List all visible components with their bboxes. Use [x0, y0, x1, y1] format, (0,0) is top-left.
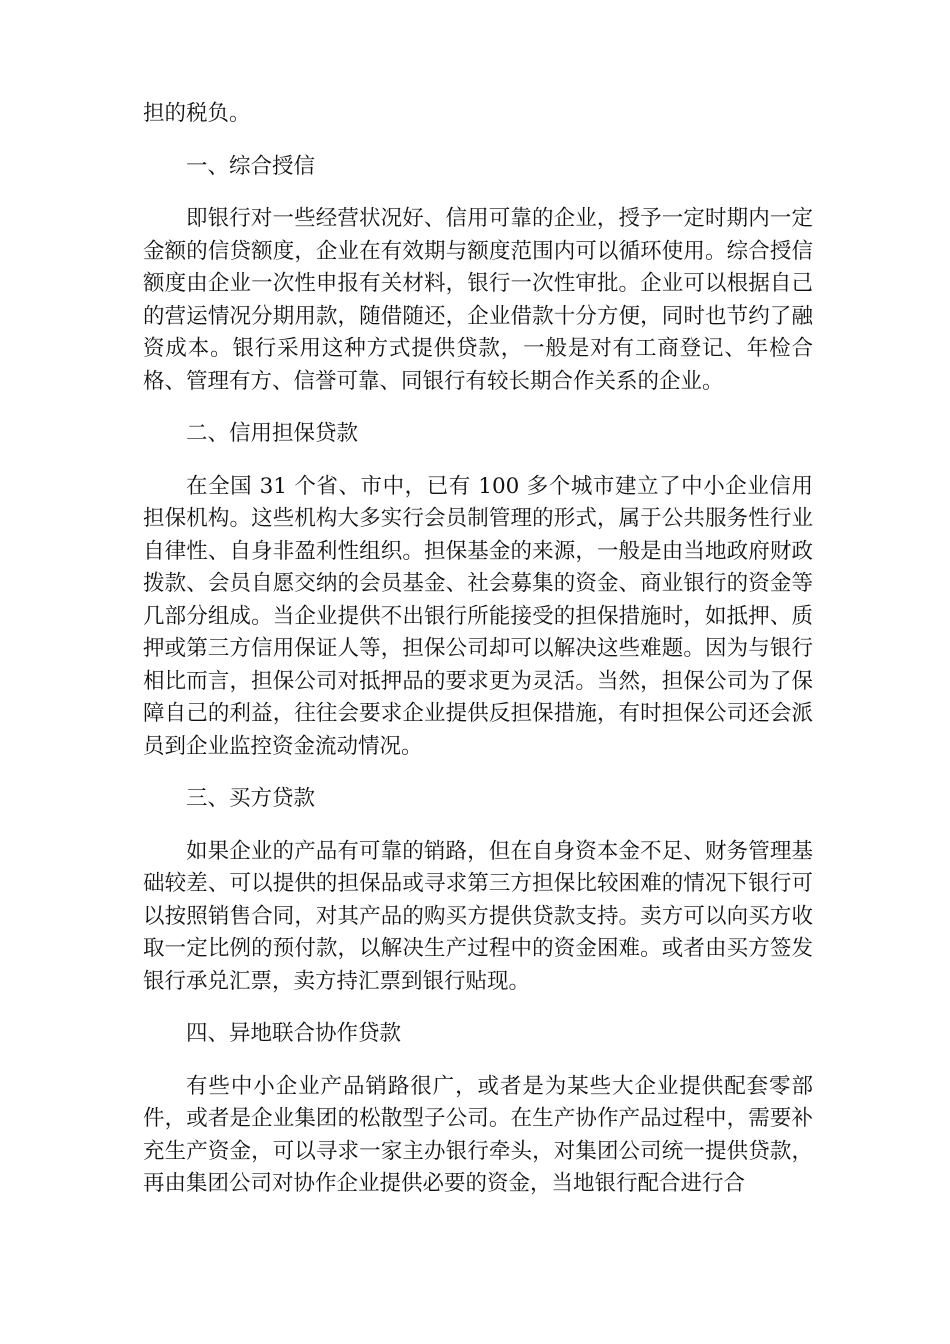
section-body-2: 在全国 31 个省、市中，已有 100 多个城市建立了中小企业信用担保机构。这些机构大多实行会员制管理的形式，属于公共服务性行业自律性、自身非盈利性组织。担保基金的来源，一般是由当地政府财政拨款、会员自愿交纳的会员基金、社会募集的资金、商业银行的资金等几部分组成。当企业提供不出银行所能接受的担保措施时，如抵押、质押或第三方信用保证人等，担保公司却可以解决这些难题。因为与银行相比而言，担保公司对抵押品的要求更为灵活。当然，担保公司为了保障自己的利益，往往会要求企业提供反担保措施，有时担保公司还会派员到企业监控资金流动情况。 [143, 473, 813, 759]
section-body-1: 即银行对一些经营状况好、信用可靠的企业，授予一定时期内一定金额的信贷额度，企业在有效期与额度范围内可以循环使用。综合授信额度由企业一次性申报有关材料，银行一次性审批。企业可以根据自己的营运情况分期用款，随借随还，企业借款十分方便，同时也节约了融资成本。银行采用这种方式提供贷款，一般是对有工商登记、年检合格、管理有方、信誉可靠、同银行有较长期合作关系的企业。 [143, 206, 813, 394]
section-heading-1: 一、综合授信 [186, 153, 316, 179]
section-body-4: 有些中小企业产品销路很广，或者是为某些大企业提供配套零部件，或者是企业集团的松散型子公司。在生产协作产品过程中，需要补充生产资金，可以寻求一家主办银行牵头，对集团公司统一提供贷款，再由集团公司对协作企业提供必要的资金，当地银行配合进行合 [143, 1073, 813, 1196]
section-body-3: 如果企业的产品有可靠的销路，但在自身资本金不足、财务管理基础较差、可以提供的担保品或寻求第三方担保比较困难的情况下银行可以按照销售合同，对其产品的购买方提供贷款支持。卖方可以向买方收取一定比例的预付款，以解决生产过程中的资金困难。或者由买方签发银行承兑汇票，卖方持汇票到银行贴现。 [143, 838, 813, 994]
document-page [143, 98, 813, 1201]
lead-paragraph: 担的税负。 [143, 101, 251, 126]
section-heading-3: 三、买方贷款 [186, 786, 316, 811]
section-heading-4: 四、异地联合协作贷款 [186, 1021, 402, 1046]
section-heading-2: 二、信用担保贷款 [186, 421, 359, 446]
